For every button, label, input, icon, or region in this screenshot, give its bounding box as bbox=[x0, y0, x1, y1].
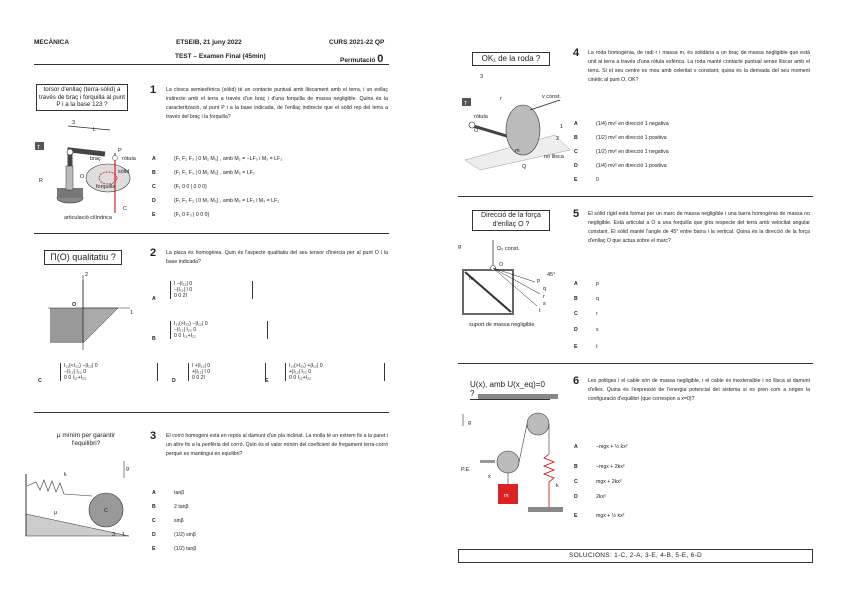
q4-figure bbox=[460, 70, 575, 170]
q5-fig-p: p bbox=[537, 278, 541, 284]
q6-pulley-mid bbox=[497, 451, 519, 473]
q5-option-d[interactable]: D s bbox=[574, 327, 599, 333]
q4-fig-vconst: v const. bbox=[542, 94, 561, 100]
q5-fig-r: r bbox=[543, 294, 545, 300]
q2-fig-ax2: 2 bbox=[85, 272, 89, 278]
q6-floor bbox=[528, 507, 563, 512]
q5-rule bbox=[458, 363, 813, 364]
q3-fig-g: g bbox=[126, 466, 130, 472]
q2-option-d[interactable]: D bbox=[172, 378, 176, 384]
q3-fig-k: k bbox=[64, 472, 67, 478]
q1-figure bbox=[30, 118, 145, 223]
q6-fig-x: x bbox=[488, 474, 491, 480]
q4-fig-ax1: 1 bbox=[560, 124, 564, 130]
q1-rule bbox=[34, 233, 389, 234]
q1-fig-c: C bbox=[123, 206, 127, 212]
q6-pe-bar bbox=[480, 460, 495, 463]
q1-fig-t: T bbox=[37, 145, 41, 151]
q5-fig-g: g bbox=[458, 244, 462, 250]
q2-matrix-e: I₁₁(>I₂₂) +|I₁₂| 0 +|I₁₂| I₂₂ 0 0 0 I₁₁+I₂₂ bbox=[285, 363, 385, 381]
q5-fig-o: O bbox=[499, 262, 504, 268]
q5-fig-omega: Ω₀ const. bbox=[497, 246, 520, 252]
q4-number: 4 bbox=[573, 47, 580, 59]
q4-text: La roda homogènia, de radi r i massa m, és solidària a un braç de massa negligible que està unit al terra a través d'una ròtula esfèrica. La roda manté contacte puntual sense lliscar amb el terra. Si el seu centre es mou amb celeritat v constant, quina és la derivada del seu moment cinètic al punt O, OK̇? bbox=[588, 50, 810, 83]
q1-joint bbox=[67, 149, 73, 155]
q3-option-a[interactable]: A tanβ bbox=[152, 490, 185, 496]
q4-fig-ax2: 2 bbox=[556, 136, 560, 142]
q4-fig-m: m bbox=[515, 148, 520, 154]
solutions-box: SOLUCIONS: 1-C, 2-A, 3-E, 4-B, 5-E, 6-D bbox=[458, 549, 813, 563]
q5-fig-angle: 45° bbox=[547, 272, 556, 278]
q4-fig-ax3: 3 bbox=[480, 74, 484, 80]
q5-fig-s: s bbox=[543, 301, 546, 307]
q6-ceiling bbox=[478, 394, 558, 399]
q6-fig-k: k bbox=[556, 483, 559, 489]
q2-matrix-b: I₁₁(>I₂₂) −|I₁₂| 0 −|I₁₂| I₂₂ 0 0 0 I₁₁+I₂₂ bbox=[170, 321, 268, 339]
q3-option-e[interactable]: E (1/2) tanβ bbox=[152, 546, 197, 552]
q1-fig-r: R bbox=[39, 178, 43, 184]
q5-dir-t bbox=[493, 268, 537, 306]
q1-option-d[interactable]: D {F₁ F₂ F₃ | 0 M₂ M₃} , amb M₂ = LF₃ i M₃ = LF₂ bbox=[152, 198, 280, 204]
q2-plate-square bbox=[50, 308, 83, 343]
q5-fig-m: m bbox=[469, 276, 474, 282]
q3-spring bbox=[27, 480, 92, 496]
q1-fig-solid: sòlid bbox=[118, 169, 130, 175]
q5-option-e[interactable]: E t bbox=[574, 344, 598, 350]
q2-fig-o: O bbox=[72, 302, 77, 308]
q2-option-b[interactable]: B bbox=[152, 336, 156, 342]
header-rule bbox=[34, 64, 389, 65]
q4-fig-q: Q bbox=[522, 164, 527, 170]
q3-option-c[interactable]: C sinβ bbox=[152, 518, 184, 524]
q3-option-d[interactable]: D (1/2) sinβ bbox=[152, 532, 196, 538]
q2-matrix-c: I₁₁(<I₂₂) −|I₁₂| 0 −|I₁₂| I₂₂ 0 0 0 I₁₁+I₂₂ bbox=[60, 363, 158, 381]
q6-number: 6 bbox=[573, 375, 580, 387]
q6-text: Les politges i el cable són de massa negligible, i el cable és inextensible i no llisca al damunt d'elles. Quina és l'expressió de l'energia potencial del sistema si es pren com a origen la configuració d'equilibri (que correspon a x=0)? bbox=[588, 378, 810, 402]
q2-plate-triangle bbox=[83, 280, 118, 343]
q4-option-d[interactable]: D (1/4) mv² en direcció 1 positiva bbox=[574, 163, 667, 169]
q1-text: La closca semiesfèrica (sòlid) té un contacte puntual amb lliscament amb el terra, i un enllaç indirecte amb el terra a través d'un braç i d'una forquilla de massa negligible. Quina és la caracterització, al punt P i a la base indicada, de l'enllaç indirecte que el sòlid rep del terra a través del braç i la forquilla? bbox=[166, 87, 388, 120]
q1-label: torsor d'enllaç (terra-sòlid) a través de braç i forquilla al punt P i a la base 123 ? bbox=[36, 84, 128, 111]
q5-number: 5 bbox=[573, 208, 580, 220]
q6-cable-1 bbox=[519, 424, 527, 462]
q3-label: μ mínim per garantir l'equilibri? bbox=[56, 432, 116, 447]
q1-fig-arm: braç bbox=[90, 156, 101, 162]
q5-fig-caption: suport de massa negligible bbox=[469, 322, 535, 328]
q5-dir-r bbox=[493, 268, 540, 294]
q2-option-e[interactable]: E bbox=[265, 378, 269, 384]
q2-number: 2 bbox=[150, 247, 157, 259]
q1-fig-ax: 3 bbox=[72, 120, 76, 126]
q6-fig-m: m bbox=[504, 493, 509, 499]
q4-fig-r: r bbox=[500, 96, 502, 102]
subject: MECÀNICA bbox=[34, 39, 70, 46]
q4-fig-pin: ròtula bbox=[474, 114, 488, 120]
q3-fig-mu: μ bbox=[54, 510, 58, 516]
q2-rule bbox=[34, 412, 389, 413]
q2-fig-ax1: 1 bbox=[130, 310, 134, 316]
q2-option-a[interactable]: A bbox=[152, 296, 156, 302]
q1-fig-cap: articulació cilíndrica bbox=[64, 215, 112, 221]
q1-number: 1 bbox=[150, 84, 157, 96]
q6-option-c[interactable]: C mgx + 2kx² bbox=[574, 479, 622, 485]
exam-title: TEST – Examen Final (45min) bbox=[175, 53, 266, 60]
q3-number: 3 bbox=[150, 430, 157, 442]
q3-fig-run: 1 bbox=[122, 532, 126, 538]
q1-option-c[interactable]: C {F₁ 0 0 | 0 0 0} bbox=[152, 184, 207, 190]
q1-pin-circle bbox=[113, 156, 118, 161]
q6-option-e[interactable]: E mgx + ½ kx² bbox=[574, 513, 625, 519]
variant-label: Permutació 0 bbox=[340, 53, 384, 65]
q5-option-c[interactable]: C r bbox=[574, 311, 598, 317]
q4-label: OK₁ de la roda ? bbox=[472, 52, 550, 66]
q6-option-d[interactable]: D 2kx² bbox=[574, 494, 606, 500]
q4-option-a[interactable]: A (1/4) mv² en direcció 1 negativa bbox=[574, 121, 669, 127]
q6-spring bbox=[544, 454, 554, 507]
q2-label: Π(O) qualitatiu ? bbox=[44, 250, 122, 265]
q4-fig-o: O bbox=[474, 128, 479, 134]
q2-option-c[interactable]: C bbox=[38, 378, 42, 384]
q5-option-a[interactable]: A p bbox=[574, 281, 599, 287]
q3-text: El corró homogeni està en repòs al damunt d'un pla inclinat. La molla té un extrem fix a la paret i un altre fix a la perifèria del corró. Quin és el valor mínim del coeficient de fregament terra-corró perquè es mantingui en equilibri? bbox=[166, 433, 388, 457]
course: CURS 2021-22 QP bbox=[329, 39, 385, 46]
q4-wheel bbox=[506, 105, 540, 155]
q6-fig-g: g bbox=[468, 420, 472, 426]
exam-date: ETSEIB, 21 juny 2022 bbox=[176, 39, 242, 46]
q1-fig-pin: ròtula bbox=[122, 156, 136, 162]
q6-label: U(x), amb U(x_eq)=0 ? bbox=[470, 380, 550, 400]
q6-figure bbox=[458, 392, 568, 520]
q1-fig-o: O bbox=[80, 174, 85, 180]
q3-option-b[interactable]: B 2 tanβ bbox=[152, 504, 189, 510]
q6-pulley-top bbox=[527, 413, 549, 435]
q4-option-b[interactable]: B (1/2) mv² en direcció 1 positiva bbox=[574, 135, 667, 141]
q6-fig-pe: P.E. bbox=[461, 467, 471, 473]
q5-text: El sòlid rígid està format per un marc de massa negligible i una barra homogènia de massa no negligible. Està articulat a O a una forquilla que gira respecte del terra amb velocitat angular constant. El sòlid manté l'angle de 45° entre barra i la vertical. Quina és la direcció de la força d'enllaç O que actua sobre el marc? bbox=[588, 211, 810, 244]
q4-option-e[interactable]: E 0 bbox=[574, 177, 599, 183]
q4-option-c[interactable]: C (1/2) mv² en direcció 1 negativa bbox=[574, 149, 669, 155]
q1-axis-line bbox=[68, 126, 110, 130]
q6-option-b[interactable]: B −mgx + 2kx² bbox=[574, 464, 625, 470]
q2-matrix-a: I −|I₁₂| 0 −|I₁₂| I 0 0 0 2I bbox=[170, 281, 253, 299]
q3-fig-ratio: 3 bbox=[112, 532, 116, 538]
q2-text: La placa és homogènia. Quin és l'aspecte qualitatiu del seu tensor d'inèrcia per al punt O i la base indicada? bbox=[166, 250, 388, 265]
q1-option-e[interactable]: E {F₁ 0 F₃ | 0 0 0} bbox=[152, 212, 210, 218]
q5-option-b[interactable]: B q bbox=[574, 296, 599, 302]
q1-post bbox=[66, 166, 73, 190]
q4-fig-t: T bbox=[464, 101, 468, 107]
q1-option-b[interactable]: B {F₁ F₂ F₃ | 0 M₂ M₃} , amb M₃ = LF₂ bbox=[152, 170, 255, 176]
q3-fig-c: C bbox=[104, 508, 108, 514]
q3-figure bbox=[24, 456, 139, 541]
q1-fig-fork: forquilla bbox=[96, 184, 116, 190]
q4-v-arrow bbox=[530, 100, 560, 110]
q1-fig-l: L bbox=[93, 127, 97, 133]
q4-rule bbox=[458, 196, 813, 197]
q5-fig-t: t bbox=[539, 308, 541, 314]
q5-label: Direcció de la força d'enllaç O ? bbox=[472, 210, 550, 231]
q1-option-a[interactable]: A {F₁ F₂ F₃ | 0 M₂ M₃} , amb M₂ = −LF₃ i M₃ = LF₂ bbox=[152, 156, 283, 162]
q5-figure bbox=[455, 238, 570, 343]
q5-fig-q: q bbox=[543, 286, 547, 292]
q6-option-a[interactable]: A −mgx + ½ kx² bbox=[574, 444, 628, 450]
q4-fig-noslip: no llisca bbox=[544, 154, 564, 160]
q2-figure bbox=[38, 270, 138, 355]
q1-fig-p: P bbox=[118, 148, 122, 154]
q2-matrix-d: I +|I₁₂| 0 +|I₁₂| I 0 0 0 2I bbox=[188, 363, 266, 381]
